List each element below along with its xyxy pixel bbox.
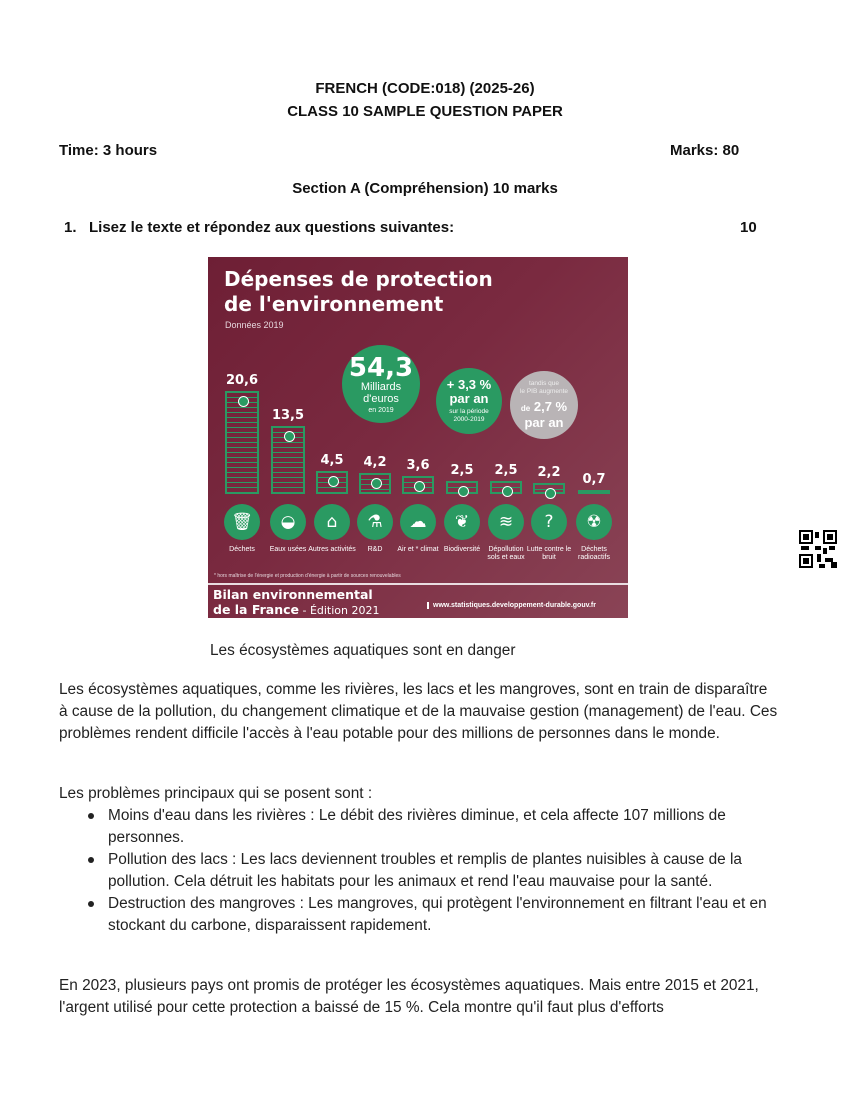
bar-2 — [316, 471, 348, 494]
growth-value: + 3,3 % — [446, 377, 492, 392]
bar-value-label: 13,5 — [271, 408, 305, 424]
institution-icon: ⌂ — [314, 504, 350, 540]
pib-de: de — [520, 404, 531, 413]
euro-coin-icon — [371, 478, 382, 489]
bar-value-label: 3,6 — [406, 457, 430, 473]
euro-coin-icon — [328, 476, 339, 487]
water-waves-icon: ≋ — [488, 504, 524, 540]
website-link[interactable]: www.statistiques.developpement-durable.gouv.fr — [427, 602, 596, 609]
footer-title-line2: de la France — [213, 602, 299, 617]
bar-3 — [359, 473, 391, 494]
bullet-sep: : — [295, 895, 309, 912]
bullet-text: Le débit des rivières diminue, et cela affecte 107 millions de personnes. — [108, 807, 726, 846]
footer-edition: - Édition 2021 — [298, 604, 380, 617]
trash-icon: 🗑 — [224, 504, 260, 540]
euro-coin-icon — [545, 488, 556, 499]
growth-unit: par an — [449, 391, 489, 406]
paragraph-1: Les écosystèmes aquatiques, comme les rivières, les lacs et les mangroves, sont en train de disparaître à cause de la pollution, du changement climatique et de la mauvaise gestion (management) de l'eau. Ces problèmes rendent difficile l'accès à l'eau potable pour des millions de personnes dans le monde. — [59, 681, 778, 742]
radioactive-icon: ☢ — [576, 504, 612, 540]
euro-coin-icon — [284, 431, 295, 442]
footnote: * hors maîtrise de l'énergie et production d'énergie à partir de sources renouvelables — [214, 573, 401, 579]
bar-value-label: 2,5 — [494, 463, 518, 479]
infographic-title-line2: de l'environnement — [224, 292, 444, 316]
paragraph-2: En 2023, plusieurs pays ont promis de protéger les écosystèmes aquatiques. Mais entre 2015 et 2021, l'argent utilisé pour cette protection a baissé de 15 %. Cela montre qu'il faut plus d'efforts — [59, 977, 759, 1016]
category-label: Déchets — [229, 546, 255, 553]
pib-unit: par an — [524, 415, 564, 430]
infographic-title — [224, 267, 493, 317]
bar-value-label: 0,7 — [582, 472, 606, 488]
footer-title-line1: Bilan environnemental — [213, 587, 373, 602]
bar-value-label: 4,2 — [363, 454, 387, 470]
marks-label: Marks: 80 — [670, 142, 740, 159]
category-label: Déchets radioactifs — [578, 546, 610, 561]
total-unit-line1: Milliards — [360, 380, 402, 393]
bar-6 — [490, 481, 522, 494]
bar-4 — [402, 476, 434, 494]
question-text: Lisez le texte et répondez aux questions suivantes: — [89, 219, 455, 236]
bullet-sep: : — [305, 807, 319, 824]
cloud-air-icon: ☁ — [400, 504, 436, 540]
category-label: Biodiversité — [443, 546, 481, 553]
growth-circle — [436, 368, 502, 434]
infographic-title-line1: Dépenses de protection — [224, 267, 493, 291]
euro-coin-icon — [238, 396, 249, 407]
bar-value-label: 20,6 — [225, 372, 259, 388]
bar-7 — [533, 483, 565, 494]
bullet-text: Les mangroves, qui protègent l'environnement en filtrant l'eau et en stockant du carbone, disparaissent rapidement. — [108, 895, 767, 934]
bar-1 — [271, 426, 305, 494]
category-label: R&D — [367, 546, 383, 553]
footer-title — [213, 587, 380, 618]
qr-code[interactable] — [799, 530, 837, 568]
bar-0 — [225, 391, 259, 494]
bullet-lead: Moins d'eau dans les rivières — [108, 807, 306, 824]
euro-coin-icon — [458, 486, 469, 497]
pib-intro-line2: le PIB augmente — [519, 388, 569, 395]
pib-circle — [510, 371, 578, 439]
category-label: Air et * climat — [397, 546, 439, 553]
footer-divider — [208, 583, 628, 585]
section-heading: Section A (Compréhension) 10 marks — [292, 180, 558, 197]
total-value: 54,3 — [348, 352, 414, 383]
category-label: Eaux usées — [269, 546, 307, 553]
question-number: 1. — [64, 219, 77, 236]
question-marks: 10 — [740, 219, 757, 236]
ear-icon: ? — [531, 504, 567, 540]
bar-value-label: 2,5 — [450, 463, 474, 479]
infographic — [208, 257, 628, 618]
time-label: Time: 3 hours — [59, 142, 158, 159]
list-item — [59, 805, 769, 849]
bullet-lead: Destruction des mangroves — [108, 895, 296, 912]
euro-coin-icon — [414, 481, 425, 492]
growth-note-line1: sur la période — [449, 408, 489, 415]
bar-5 — [446, 481, 478, 494]
water-basin-icon: ◒ — [270, 504, 306, 540]
list-item — [59, 893, 769, 937]
bar-8 — [578, 490, 610, 494]
category-label: Dépollution sols et eaux — [487, 546, 525, 561]
paper-title-line1: FRENCH (CODE:018) (2025-26) — [315, 80, 535, 97]
list-intro: Les problèmes principaux qui se posent sont : — [59, 785, 373, 802]
infographic-subtitle: Données 2019 — [225, 320, 284, 330]
category-label: Lutte contre le bruit — [526, 546, 572, 561]
euro-coin-icon — [502, 486, 513, 497]
leaf-icon: ❦ — [444, 504, 480, 540]
bullet-lead: Pollution des lacs — [108, 851, 228, 868]
growth-note-line2: 2000-2019 — [453, 416, 485, 423]
list-item — [59, 849, 769, 893]
qr-code-icon — [799, 530, 837, 568]
pib-intro-line1: tandis que — [529, 380, 559, 387]
pib-value: 2,7 % — [533, 399, 568, 414]
bar-value-label: 4,5 — [320, 453, 344, 469]
total-note: en 2019 — [368, 406, 394, 414]
bullet-sep: : — [227, 851, 241, 868]
microscope-icon: ⚗ — [357, 504, 393, 540]
paper-title-line2: CLASS 10 SAMPLE QUESTION PAPER — [287, 103, 563, 120]
infographic-caption: Les écosystèmes aquatiques sont en danger — [210, 642, 516, 659]
bullet-text: Les lacs deviennent troubles et remplis de plantes nuisibles à cause de la pollution. Cela détruit les habitats pour les animaux et rend l'eau mauvaise pour la santé. — [108, 851, 742, 890]
problems-list — [59, 805, 769, 937]
total-unit-line2: d'euros — [363, 392, 399, 405]
total-circle — [342, 345, 420, 423]
bar-value-label: 2,2 — [537, 464, 561, 480]
category-label: Autres activités — [308, 546, 356, 553]
